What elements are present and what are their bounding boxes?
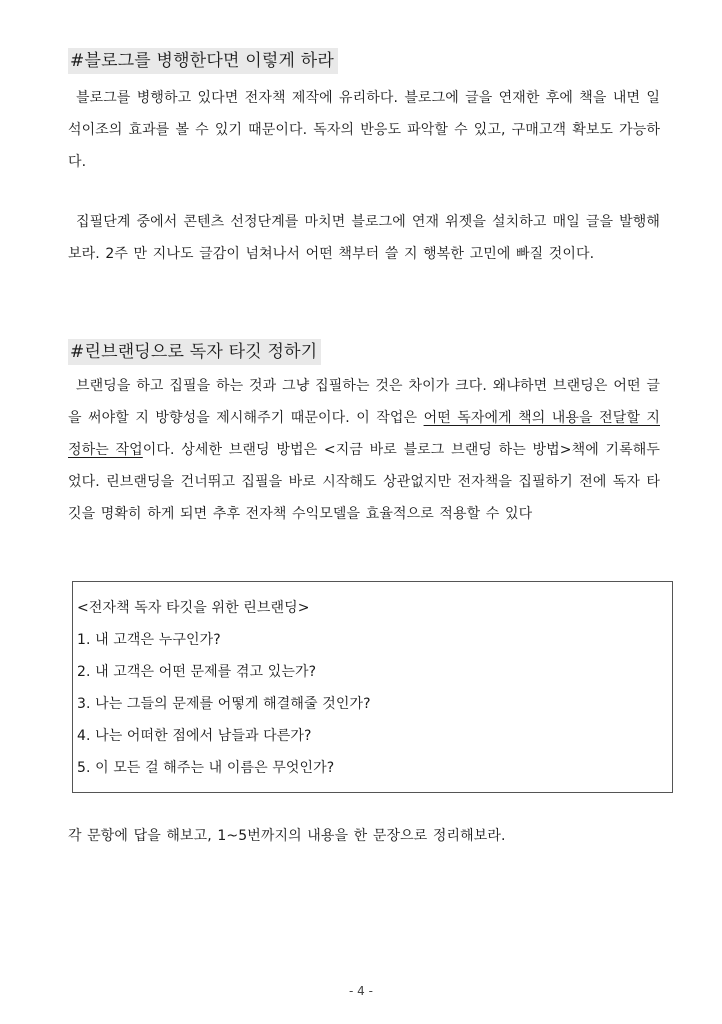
- section1-paragraph-1: 블로그를 병행하고 있다면 전자책 제작에 유리하다. 블로그에 글을 연재한 후에 책을 내면 일석이조의 효과를 볼 수 있기 때문이다. 독자의 반응도 파악할 수 있고, 구매고객 확보도 가능하다.: [68, 90, 660, 170]
- section1-heading-wrap: [68, 48, 338, 74]
- section1-heading: #블로그를 병행한다면 이렇게 하라: [68, 48, 338, 74]
- page-number: - 4 -: [349, 984, 373, 998]
- section1-body-2: [68, 206, 660, 270]
- section1-paragraph-2: 집필단계 중에서 콘텐츠 선정단계를 마치면 블로그에 연재 위젯을 설치하고 매일 글을 발행해보라. 2주 만 지나도 글감이 넘쳐나서 어떤 책부터 쓸 지 행복한 고민에 빠질 것이다.: [68, 214, 660, 262]
- box-item-3: 3. 나는 그들의 문제를 어떻게 해결해줄 것인가?: [77, 696, 371, 712]
- closing-sentence: 각 문항에 답을 해보고, 1~5번까지의 내용을 한 문장으로 정리해보라.: [68, 828, 506, 844]
- section2-paragraph-underlined: 어떤 독자에게 책의 내용을 전달할 지 정하는 작업: [68, 410, 660, 458]
- box-item-4: 4. 나는 어떠한 점에서 남들과 다른가?: [77, 728, 312, 744]
- section2-heading: #린브랜딩으로 독자 타깃 정하기: [68, 339, 321, 365]
- box-title: <전자책 독자 타깃을 위한 린브랜딩>: [77, 600, 310, 616]
- section2-paragraph-end: 이다. 상세한 브랜딩 방법은 <지금 바로 블로그 브랜딩 하는 방법>책에 기록해두었다. 린브랜딩을 건너뛰고 집필을 바로 시작해도 상관없지만 전자책을 집필하기 전에 독자 타깃을 명확히 하게 되면 추후 전자책 수익모델을 효율적으로 적용할 수 있다: [68, 442, 661, 522]
- box-item-2: 2. 내 고객은 어떤 문제를 겪고 있는가?: [77, 664, 317, 680]
- closing-wrap: [68, 820, 668, 852]
- section2-heading-wrap: [68, 339, 321, 365]
- box-item-5: 5. 이 모든 걸 해주는 내 이름은 무엇인가?: [77, 760, 335, 776]
- section2-paragraph-start: 브랜딩을 하고 집필을 하는 것과 그냥 집필하는 것은 차이가 크다. 왜냐하면 브랜딩은 어떤 글을 써야할 지 방향성을 제시해주기 때문이다. 이 작업은: [68, 378, 660, 426]
- section1-body: [68, 82, 660, 178]
- section2-body: [68, 370, 660, 530]
- section2-paragraph: [68, 370, 660, 530]
- box-item-1: 1. 내 고객은 누구인가?: [77, 632, 221, 648]
- lean-branding-box: [72, 581, 673, 793]
